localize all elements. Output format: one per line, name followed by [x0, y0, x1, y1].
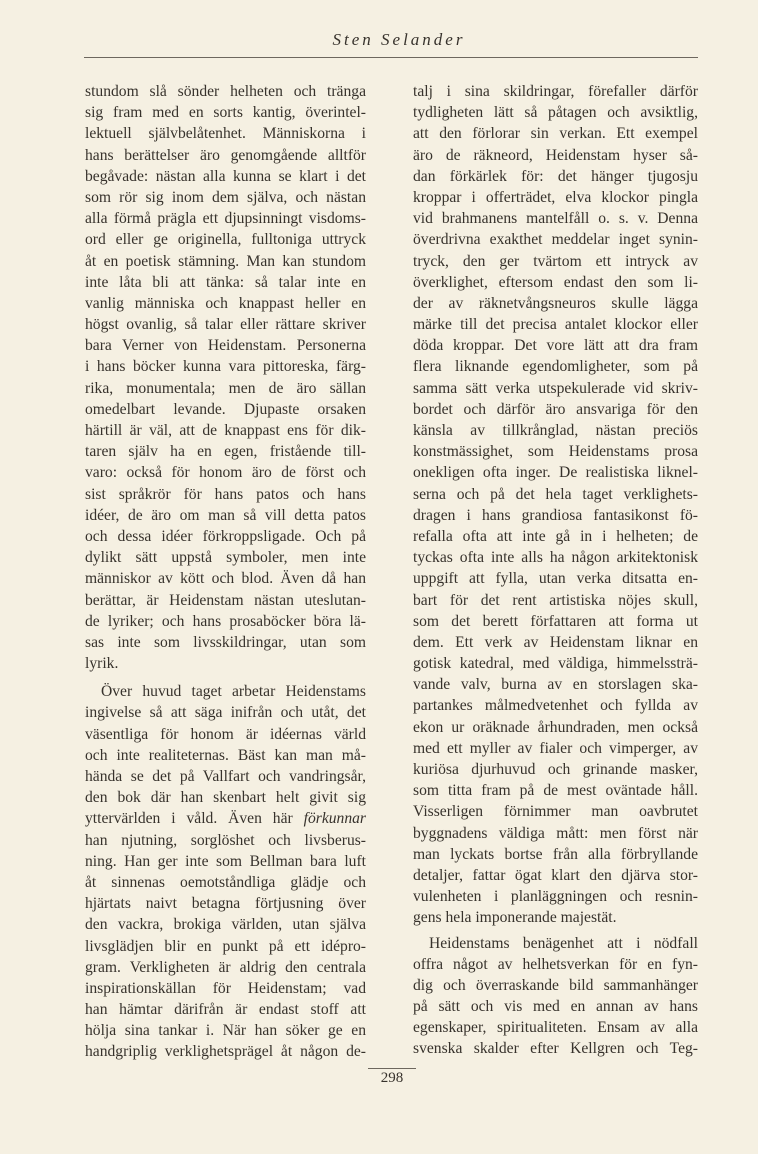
text-line — [413, 462, 698, 483]
line-text: dylikt sätt uppstå symboler, men inte — [85, 549, 366, 567]
text-line — [85, 335, 366, 356]
line-text: ord eller ge originella, fulltoniga uttryck — [85, 231, 366, 249]
line-text: sig fram med en sorts kantig, överintel- — [85, 104, 366, 122]
line-text: begåvade: nästan alla kunna se klart i det — [85, 167, 366, 185]
line-text: den bok där han skenbart helt givit sig — [85, 789, 366, 807]
line-text: livsglädjen blir en punkt på ett idépro- — [85, 937, 366, 955]
text-line — [85, 702, 366, 723]
line-text: man lyckats bortse från alla förbryllande — [413, 845, 698, 863]
line-text: kuriösa djurhuvud och grinande masker, — [413, 761, 698, 778]
line-text: väsentliga för honom är idéernas värld — [85, 725, 366, 743]
text-line — [85, 399, 366, 420]
text-line — [85, 1041, 366, 1062]
line-text: sist språkrör för hans patos och hans — [85, 485, 366, 503]
line-text: lektuell självbelåtenhet. Människorna i — [85, 125, 366, 143]
line-text: med ett myller av fialer och vimperger, av — [413, 739, 698, 757]
text-line — [85, 787, 366, 808]
text-line — [413, 996, 698, 1017]
line-text: egenskaper, spiritualiteten. Ensam av alla — [413, 1019, 698, 1037]
line-text: människor av kött och blod. Även då han — [85, 570, 366, 588]
text-line — [413, 780, 698, 801]
line-text: härtill är väl, att de knappast ens för dik- — [85, 422, 366, 439]
line-text: ekon ur oräknade århundraden, men också — [413, 718, 698, 736]
text-line — [85, 356, 366, 377]
text-line — [413, 717, 698, 738]
page-number: 298 — [368, 1068, 416, 1087]
line-text: tryck, den ger tvärtom ett intryck av — [413, 252, 698, 270]
line-text: bara Verner von Heidenstam. Personerna — [85, 337, 366, 355]
line-text: stundom slå sönder helheten och tränga — [85, 83, 366, 100]
line-text: varo: också för honom äro de först och — [85, 464, 366, 482]
text-line — [413, 611, 698, 632]
line-text: att den förlorar sin verkan. Ett exempel — [413, 125, 698, 143]
text-line — [413, 653, 698, 674]
line-text: den vackra, brokiga världen, utan själva — [85, 916, 366, 934]
line-text: och inte realiteternas. Bäst kan man må- — [85, 746, 366, 764]
text-line — [413, 356, 698, 377]
line-text: handgriplig verklighetsprägel åt någon de- — [85, 1043, 366, 1061]
text-line — [85, 872, 366, 893]
line-text: de lyriker; och hans prosaböcker böra lä- — [85, 612, 366, 630]
text-line — [413, 865, 698, 886]
text-line — [85, 766, 366, 787]
line-text: sas inte som livsskildringar, utan som — [85, 633, 366, 651]
text-line — [413, 505, 698, 526]
line-text: på sätt och vis med en annan av hans — [413, 998, 698, 1016]
line-text: inte låta bli att tänka: så talar inte en — [85, 273, 366, 291]
line-text: han njutning, sorglöshet och livsberus- — [85, 831, 366, 849]
line-text: serna och på det hela taget verklighets- — [413, 485, 698, 503]
text-line — [413, 823, 698, 844]
line-text: Visserligen förnimmer man oavbrutet — [413, 803, 698, 821]
text-line — [413, 102, 698, 123]
text-line — [413, 187, 698, 208]
text-line — [85, 166, 366, 187]
text-line — [85, 102, 366, 123]
text-line — [413, 886, 698, 907]
text-line — [85, 484, 366, 505]
line-text: högst ovanlig, så talar eller rättare skriver — [85, 316, 366, 334]
line-text: onekligen ofta inger. De realistiska liknel- — [413, 464, 698, 482]
line-text: ning. Han ger inte som Bellman bara luft — [85, 852, 366, 870]
line-text: flera liknande egendomligheter, som på — [413, 358, 698, 376]
text-line — [413, 590, 698, 611]
line-text: dem. Ett verk av Heidenstam liknar en — [413, 633, 698, 651]
line-text: der av räknetvångsneuros skulle lägga — [413, 294, 698, 312]
line-text: som det berett författaren att forma ut — [413, 612, 698, 630]
text-line — [413, 674, 698, 695]
line-text: lyrik. — [85, 655, 119, 673]
line-text: taren själv ha en egen, fristående till- — [85, 443, 366, 461]
text-line — [413, 933, 698, 954]
line-text: samma sätt verka utspekulerade vid skriv- — [413, 379, 698, 397]
text-line — [413, 738, 698, 759]
line-text: han hämtar därifrån är endast stoff att — [85, 1001, 366, 1019]
line-text: gram. Verkligheten är aldrig den centrala — [85, 958, 366, 976]
text-line — [85, 272, 366, 293]
line-text: gens hela imponerande majestät. — [413, 909, 617, 927]
text-line — [413, 166, 698, 187]
line-text: Heidenstams benägenhet att i nödfall — [429, 934, 698, 952]
text-line — [413, 335, 698, 356]
line-text: märke till det precisa antalet klockor eller — [413, 316, 698, 334]
text-line — [413, 547, 698, 568]
text-line — [413, 695, 698, 716]
text-line — [85, 590, 366, 611]
text-line — [85, 526, 366, 547]
text-line — [413, 632, 698, 653]
line-text: åt sinnenas oemotståndliga glädje och — [85, 873, 366, 891]
line-text: hjärtats naivt betagna förtjusning över — [85, 895, 366, 913]
text-line — [85, 957, 366, 978]
line-text: i hans böcker kunna vara pittoreska, färg- — [85, 358, 366, 376]
running-header: Sten Selander — [332, 30, 466, 49]
line-text: refalla ofta att inte gå in i helheten; de — [413, 527, 698, 545]
text-line — [85, 632, 366, 653]
text-line — [85, 745, 366, 766]
line-text: vulenheten i planläggningen och resnin- — [413, 888, 698, 906]
text-line — [413, 526, 698, 547]
line-text: som titta fram på de mest oväntade håll. — [413, 782, 698, 800]
text-line — [413, 399, 698, 420]
line-text: åt en poetisk stämning. Man kan stundom — [85, 252, 366, 270]
left-column — [85, 81, 366, 1063]
text-line — [413, 145, 698, 166]
text-line — [85, 229, 366, 250]
line-text: ingivelse så att säga inifrån och utåt, det — [85, 704, 366, 722]
text-line — [413, 441, 698, 462]
text-line — [85, 420, 366, 441]
text-line — [85, 251, 366, 272]
text-line — [85, 936, 366, 957]
line-text: hölja sina tankar i. När han söker ge en — [85, 1022, 366, 1040]
text-line — [85, 547, 366, 568]
text-line — [85, 81, 366, 102]
text-line — [85, 830, 366, 851]
text-line — [413, 907, 698, 928]
line-text: vande valv, burna av en storslagen ska- — [413, 676, 698, 694]
line-text: offra något av helhetsverkan för en fyn- — [413, 955, 698, 973]
line-text: döda kroppar. Det vore lätt att dra fram — [413, 337, 698, 355]
text-line — [85, 123, 366, 144]
line-text: byggnadens väldiga mått: men först när — [413, 824, 698, 842]
line-text: känsla av tillkrånglad, nästan preciös — [413, 422, 698, 439]
text-line — [85, 505, 366, 526]
text-line — [413, 759, 698, 780]
text-line — [413, 251, 698, 272]
line-text: vid brahmanens mantelfåll o. s. v. Denna — [413, 210, 698, 228]
text-line — [85, 187, 366, 208]
text-line — [413, 229, 698, 250]
text-line — [85, 378, 366, 399]
text-line — [85, 724, 366, 745]
text-line — [85, 999, 366, 1020]
line-text: dan förkärlek för: det hänger tjugosju — [413, 167, 698, 185]
line-text: som rör sig inom dem själva, och nästan — [85, 188, 366, 206]
right-column — [413, 81, 698, 1060]
line-text: Över huvud taget arbetar Heidenstams — [101, 683, 366, 701]
line-text: dig och överraskande bild sammanhänger — [413, 976, 698, 994]
text-line — [85, 568, 366, 589]
header-rule — [84, 57, 698, 58]
text-line — [85, 893, 366, 914]
text-line — [413, 568, 698, 589]
text-line — [85, 681, 366, 702]
text-line — [413, 844, 698, 865]
line-text: kroppar i offerträdet, elva klockor pingla — [413, 188, 698, 206]
text-line — [413, 801, 698, 822]
line-text: rika, monumentala; men de äro sällan — [85, 379, 366, 397]
line-text: detaljer, fattar ögat klart den djärva stor- — [413, 866, 698, 884]
text-line — [413, 208, 698, 229]
text-line — [85, 653, 366, 674]
line-text: inspirationskällan för Heidenstam; vad — [85, 979, 366, 997]
line-text: vanlig människa och knappast heller en — [85, 294, 366, 312]
text-line — [85, 808, 366, 829]
text-line — [413, 123, 698, 144]
text-line — [413, 81, 698, 102]
text-line — [85, 314, 366, 335]
line-text: konstmässighet, som Heidenstams prosa — [413, 443, 698, 461]
text-line — [85, 914, 366, 935]
text-line — [413, 293, 698, 314]
text-line — [413, 484, 698, 505]
text-line — [413, 1038, 698, 1059]
text-line — [413, 975, 698, 996]
text-line — [85, 293, 366, 314]
text-line — [85, 208, 366, 229]
line-text: överklighet, eftersom endast den som li- — [413, 273, 698, 291]
text-line — [413, 314, 698, 335]
line-text: dragen i hans grandiosa fantasikonst fö- — [413, 506, 698, 524]
text-line — [413, 1017, 698, 1038]
line-text: överdrivna exakthet meddelar inget synin- — [413, 231, 698, 249]
line-text: idéer, de äro om man så vill detta patos — [85, 506, 366, 524]
line-text: talj i sina skildringar, förefaller därför — [413, 83, 698, 100]
line-text: bordet och därför äro ansvariga för den — [413, 400, 698, 418]
line-text: alla förmå prägla ett djupsinningt visdoms- — [85, 210, 366, 228]
text-line — [413, 420, 698, 441]
line-text: hans berättelser äro genomgående alltför — [85, 146, 366, 164]
line-text: gotisk katedral, med väldiga, himmelssträ- — [413, 655, 698, 673]
text-line — [85, 462, 366, 483]
italic-title: förkunnar — [303, 810, 366, 828]
line-text: svenska skalder efter Kellgren och Teg- — [413, 1040, 698, 1058]
text-line — [413, 272, 698, 293]
text-line — [85, 145, 366, 166]
line-text: hända se det på Vallfart och vandringsår, — [85, 768, 366, 785]
line-text: partankes målmedvetenhet och fyllda av — [413, 697, 698, 715]
line-text: äro de räkneord, Heidenstam hyser så- — [413, 146, 698, 164]
line-text: tydligheten lätt så påtagen och avsiktlig, — [413, 104, 698, 122]
text-line — [85, 611, 366, 632]
line-text: uppgift att fylla, utan verka ditsatta en- — [413, 570, 698, 588]
text-line — [413, 378, 698, 399]
text-line — [413, 954, 698, 975]
text-line — [85, 441, 366, 462]
line-text: tyckas ofta inte alls ha någon arkitektonisk — [413, 549, 698, 567]
text-line — [85, 1020, 366, 1041]
text-line — [85, 978, 366, 999]
line-text: och dessa idéer förkroppsligade. Och på — [85, 527, 366, 545]
text-line — [85, 851, 366, 872]
line-text: berättar, är Heidenstam nästan uteslutan- — [85, 591, 366, 609]
line-text: omedelbart levande. Djupaste orsaken — [85, 400, 366, 418]
line-text: yttervärlden i våld. Även här — [85, 810, 293, 828]
line-text: bart för det rent artistiska nöjes skull, — [413, 591, 698, 609]
